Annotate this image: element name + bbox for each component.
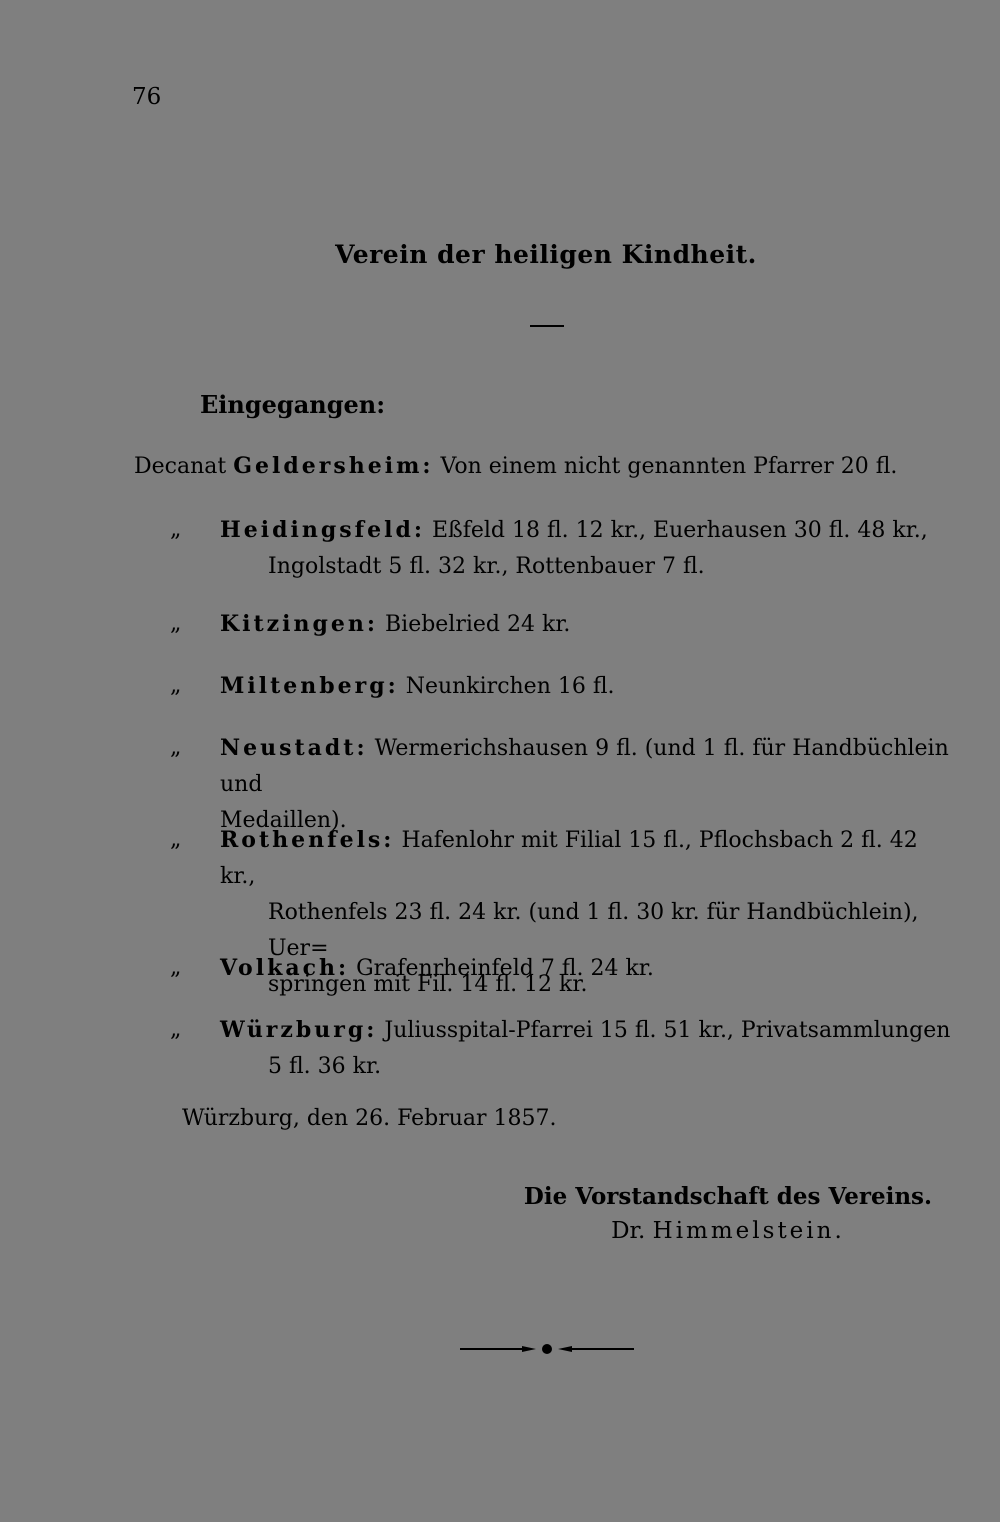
decanat-entry-miltenberg (134, 668, 958, 705)
decanat-entry-wuerzburg (134, 1012, 958, 1085)
ditto-mark: „ (170, 955, 182, 980)
decanat-place: Geldersheim: (233, 453, 434, 479)
title-divider (530, 325, 564, 327)
entry-text: Neunkirchen 16 fl. (405, 674, 615, 699)
page-number: 76 (132, 84, 162, 110)
signature-name-prefix: Dr. (611, 1218, 646, 1244)
signature-name-line (524, 1214, 932, 1248)
ditto-mark: „ (170, 517, 182, 542)
entry-line (134, 730, 958, 803)
decanat-label: Decanat (134, 454, 227, 479)
entry-continuation: Rothenfels 23 fl. 24 kr. (und 1 fl. 30 kr. für Handbüchlein), Uer= (268, 900, 919, 961)
entry-place: Würzburg: (220, 1017, 378, 1043)
decanat-text: Von einem nicht genannten Pfarrer 20 fl. (440, 454, 898, 479)
entry-place: Miltenberg: (220, 673, 399, 699)
entry-continuation: Medaillen). (220, 808, 347, 833)
section-heading: Eingegangen: (200, 390, 386, 419)
entry-line (134, 606, 958, 643)
entry-text: Grafenrheinfeld 7 fl. 24 kr. (356, 956, 654, 981)
ditto-mark: „ (170, 673, 182, 698)
entry-place: Neustadt: (220, 735, 368, 761)
ditto-mark: „ (170, 611, 182, 636)
entry-continuation: Ingolstadt 5 fl. 32 kr., Rottenbauer 7 fl. (268, 554, 705, 579)
entry-line (134, 822, 958, 895)
decanat-entry-geldersheim (134, 448, 897, 485)
entry-continuation: 5 fl. 36 kr. (268, 1054, 382, 1079)
entry-line (134, 950, 958, 987)
dateline: Würzburg, den 26. Februar 1857. (182, 1106, 557, 1131)
entry-continuation: springen mit Fil. 14 fl. 12 kr. (268, 972, 588, 997)
entry-line (134, 512, 958, 549)
ditto-mark: „ (170, 827, 182, 852)
entry-text: Biebelried 24 kr. (384, 612, 571, 637)
ditto-mark: „ (170, 1017, 182, 1042)
entry-text: Wermerichshausen 9 fl. (und 1 fl. für Handbüchlein und (220, 736, 949, 797)
entry-text: Eßfeld 18 fl. 12 kr., Euerhausen 30 fl. 48 kr., (431, 518, 928, 543)
decanat-entry-volkach (134, 950, 958, 987)
entry-place: Volkach: (220, 955, 350, 981)
entry-line (134, 1012, 958, 1049)
decanat-entry-heidingsfeld (134, 512, 958, 585)
signature-name: Himmelstein. (652, 1218, 845, 1244)
entry-place: Heidingsfeld: (220, 517, 425, 543)
ditto-mark: „ (170, 735, 182, 760)
decanat-entry-kitzingen (134, 606, 958, 643)
entry-text: Juliusspital-Pfarrei 15 fl. 51 kr., Privatsammlungen (384, 1018, 951, 1043)
entry-text: Hafenlohr mit Filial 15 fl., Pflochsbach 2 fl. 42 kr., (220, 828, 918, 889)
entry-line (134, 668, 958, 705)
ornament-divider-icon (460, 1338, 634, 1360)
signature-block (524, 1180, 932, 1248)
signature-organization: Die Vorstandschaft des Vereins. (523, 1183, 932, 1210)
page-title: Verein der heiligen Kindheit. (335, 240, 757, 269)
entry-place: Kitzingen: (220, 611, 378, 637)
entry-place: Rothenfels: (220, 827, 395, 853)
